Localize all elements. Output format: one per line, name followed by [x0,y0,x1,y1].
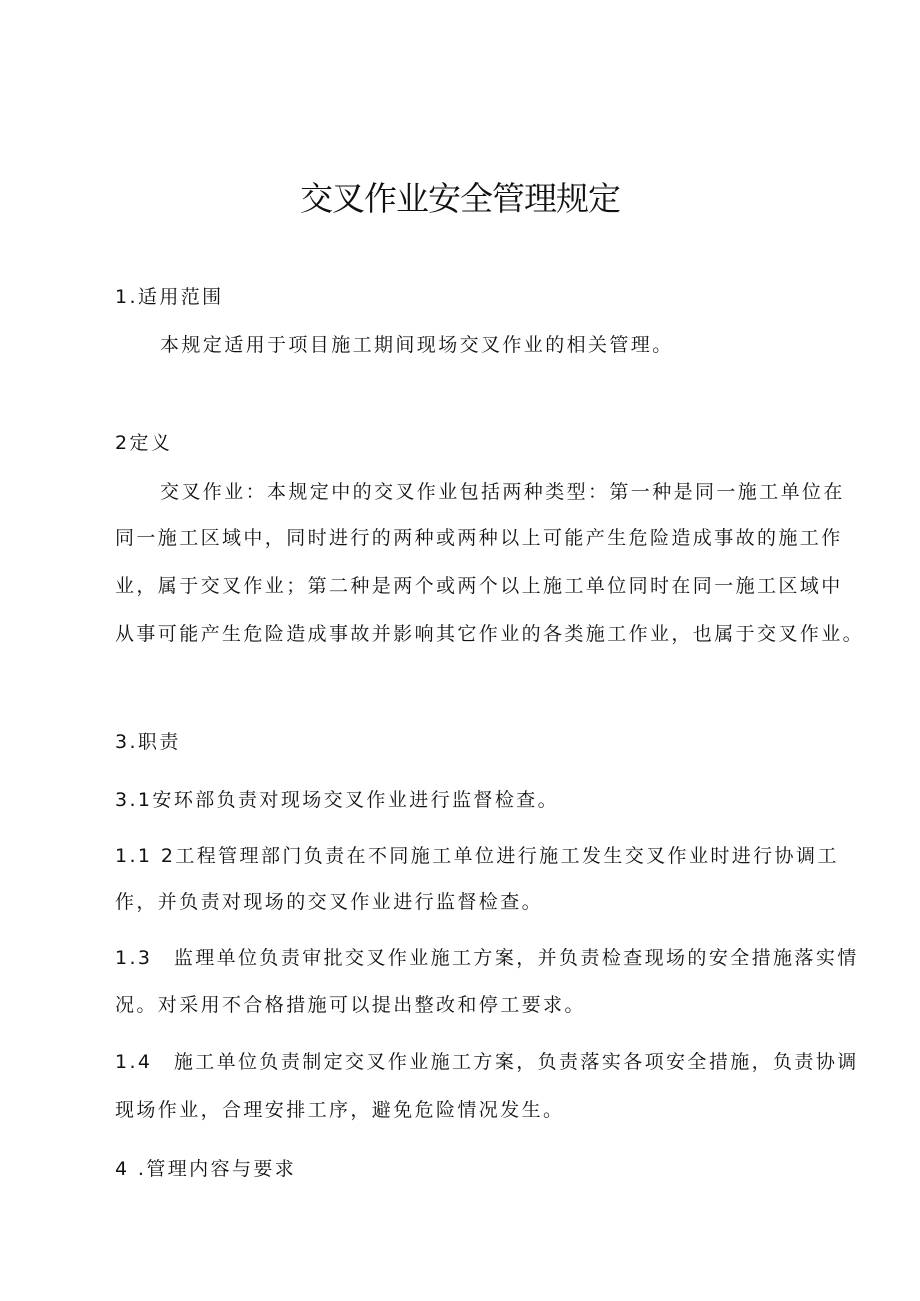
section-3-item-line: 作，并负责对现场的交叉作业进行监督检查。 [115,891,544,913]
section-3-item-line: 3.1安环部负责对现场交叉作业进行监督检查。 [115,789,560,811]
section-3-heading: 3.职责 [115,731,181,753]
section-3-item-line: 现场作业，合理安排工序，避免危险情况发生。 [115,1099,565,1121]
section-2-paragraph-line: 同一施工区域中，同时进行的两种或两种以上可能产生危险造成事故的施工作 [115,527,843,549]
document-title: 交叉作业安全管理规定 [300,179,620,218]
section-3-item-line: 1.4 施工单位负责制定交叉作业施工方案，负责落实各项安全措施，负责协调 [115,1051,859,1073]
section-4-heading: 4 .管理内容与要求 [115,1158,297,1180]
section-2-paragraph-line: 业，属于交叉作业；第二种是两个或两个以上施工单位同时在同一施工区域中 [115,575,843,597]
section-1-heading: 1.适用范围 [115,286,224,308]
section-3-item-line: 况。对采用不合格措施可以提出整改和停工要求。 [115,994,586,1016]
section-2-paragraph-line: 交叉作业：本规定中的交叉作业包括两种类型：第一种是同一施工单位在 [160,481,845,503]
section-1-paragraph-line: 本规定适用于项目施工期间现场交叉作业的相关管理。 [160,334,674,356]
section-3-item-line: 1.1 2工程管理部门负责在不同施工单位进行施工发生交叉作业时进行协调工 [115,845,839,867]
section-3-item-line: 1.3 监理单位负责审批交叉作业施工方案，并负责检查现场的安全措施落实情 [115,947,859,969]
section-2-paragraph-line: 从事可能产生危险造成事故并影响其它作业的各类施工作业，也属于交叉作业。 [115,623,865,645]
section-2-heading: 2定义 [115,432,173,454]
